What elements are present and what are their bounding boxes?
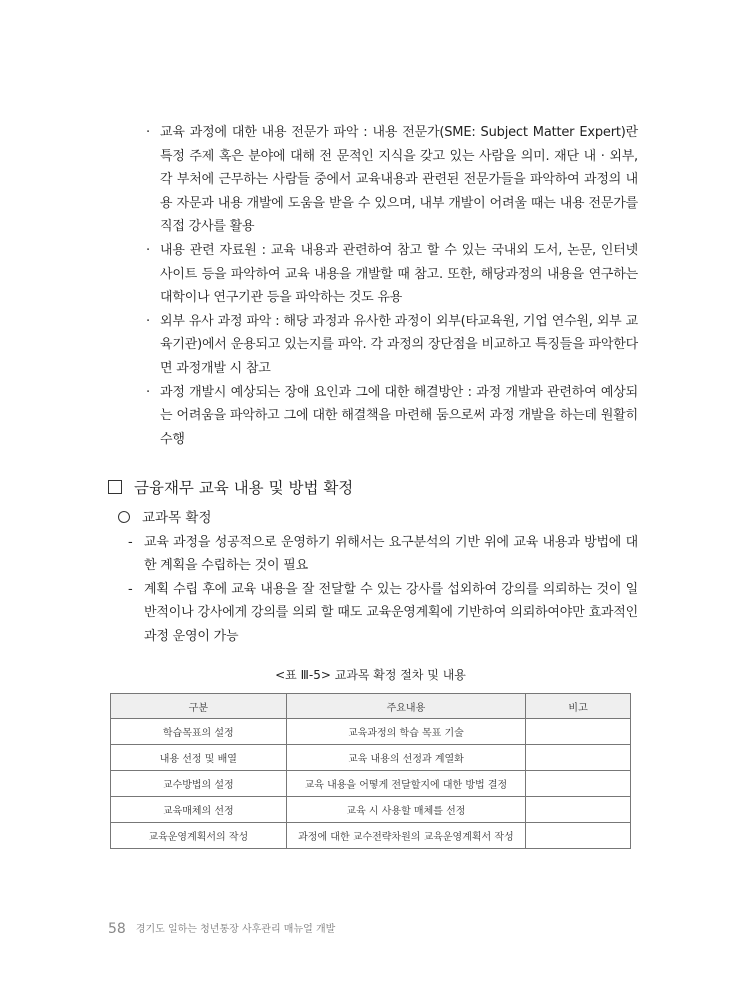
- page-footer: [108, 920, 335, 937]
- table-cell: 교육 내용을 어떻게 전달할지에 대한 방법 결정: [286, 771, 526, 797]
- bullet-text: 외부 유사 과정 파악 : 해당 과정과 유사한 과정이 외부(타교육원, 기업 연수원, 외부 교육기관)에서 운용되고 있는지를 파악. 각 과정의 장단점을 비교하고 특징들을 파악한다면 과정개발 시 참고: [160, 313, 638, 376]
- table-cell: 교육 내용의 선정과 계열화: [286, 745, 526, 771]
- bullet-mark: ·: [146, 384, 150, 400]
- circle-bullet-icon: [118, 511, 130, 523]
- table-cell: [526, 719, 631, 745]
- table-cell: 교육 시 사용할 매체를 선정: [286, 797, 526, 823]
- bullet-mark: ·: [146, 125, 150, 140]
- list-item: [144, 381, 638, 452]
- page-number: 58: [108, 921, 126, 937]
- bullet-mark: ·: [146, 242, 150, 258]
- table-row: [111, 719, 631, 745]
- table-row: [111, 771, 631, 797]
- header-content: 주요내용: [286, 694, 526, 719]
- footer-title: 경기도 일하는 청년통장 사후관리 매뉴얼 개발: [135, 924, 336, 935]
- table-cell: 학습목표의 설정: [111, 719, 287, 745]
- dash-text: 계획 수립 후에 교육 내용을 잘 전달할 수 있는 강사를 섭외하여 강의를 의뢰하는 것이 일반적이나 강사에게 강의를 의뢰 할 때도 교육운영계획에 기반하여 의뢰하여야만 효과적인 과정 운영이 가능: [144, 581, 638, 644]
- table-cell: 교육과정의 학습 목표 기술: [286, 719, 526, 745]
- table-caption: <표 Ⅲ-5> 교과목 확정 절차 및 내용: [275, 668, 466, 682]
- subsection-heading: [118, 508, 212, 528]
- table-cell: 내용 선정 및 배열: [111, 745, 287, 771]
- table-cell: 교육운영계획서의 작성: [111, 823, 287, 849]
- dash-mark: -: [128, 535, 133, 550]
- bullet-text: 과정 개발시 예상되는 장애 요인과 그에 대한 해결방안 : 과정 개발과 관련하여 예상되는 어려움을 파악하고 그에 대한 해결책을 마련해 둠으로써 과정 개발을 하는데 원활히 수행: [160, 384, 638, 447]
- procedure-table: [110, 693, 631, 849]
- dash-mark: -: [128, 581, 133, 597]
- bullet-text: 내용 관련 자료원 : 교육 내용과 관련하여 참고 할 수 있는 국내외 도서, 논문, 인터넷 사이트 등을 파악하여 교육 내용을 개발할 때 참고. 또한, 해당과정의 내용을 연구하는 대학이나 연구기관 등을 파악하는 것도 유용: [160, 242, 638, 306]
- header-category: 구분: [111, 694, 287, 719]
- subsection-title: 교과목 확정: [142, 510, 212, 526]
- list-item: [128, 578, 638, 648]
- bullet-text: 교육 과정에 대한 내용 전문가 파악 : 내용 전문가(SME: Subject Matter Expert)란 특정 주제 혹은 분야에 대해 전 문적인 지식을 갖고 있는 사람을 의미. 재단 내 · 외부, 각 부처에 근무하는 사람들 중에서 교육내용과 관련된 전문가들을 파악하여 과정의 내용 자문과 내용 개발에 도움을 받을 수 있으며, 내부 개발이 어려울 때는 내용 전문가를 직접 강사를 활용: [160, 125, 638, 235]
- square-bullet-icon: [108, 480, 122, 494]
- section-heading: [108, 477, 353, 499]
- header-remarks: 비고: [526, 694, 631, 719]
- dash-text: 교육 과정을 성공적으로 운영하기 위해서는 요구분석의 기반 위에 교육 내용과 방법에 대한 계획을 수립하는 것이 필요: [144, 535, 638, 574]
- bullet-list: [144, 121, 638, 451]
- table-cell: [526, 823, 631, 849]
- table-cell: 교육매체의 선정: [111, 797, 287, 823]
- table-cell: [526, 797, 631, 823]
- list-item: [144, 310, 638, 381]
- table-cell: 과정에 대한 교수전략차원의 교육운영계획서 작성: [286, 823, 526, 849]
- table-row: [111, 797, 631, 823]
- dash-list: [128, 531, 638, 648]
- table-cell: [526, 771, 631, 797]
- list-item: [128, 531, 638, 578]
- table-row: [111, 823, 631, 849]
- section-title: 금융재무 교육 내용 및 방법 확정: [134, 479, 354, 497]
- list-item: [144, 121, 638, 239]
- table-cell: [526, 745, 631, 771]
- table-cell: 교수방법의 설정: [111, 771, 287, 797]
- bullet-mark: ·: [146, 313, 150, 329]
- list-item: [144, 239, 638, 310]
- table-row: [111, 745, 631, 771]
- table-header-row: [111, 694, 631, 719]
